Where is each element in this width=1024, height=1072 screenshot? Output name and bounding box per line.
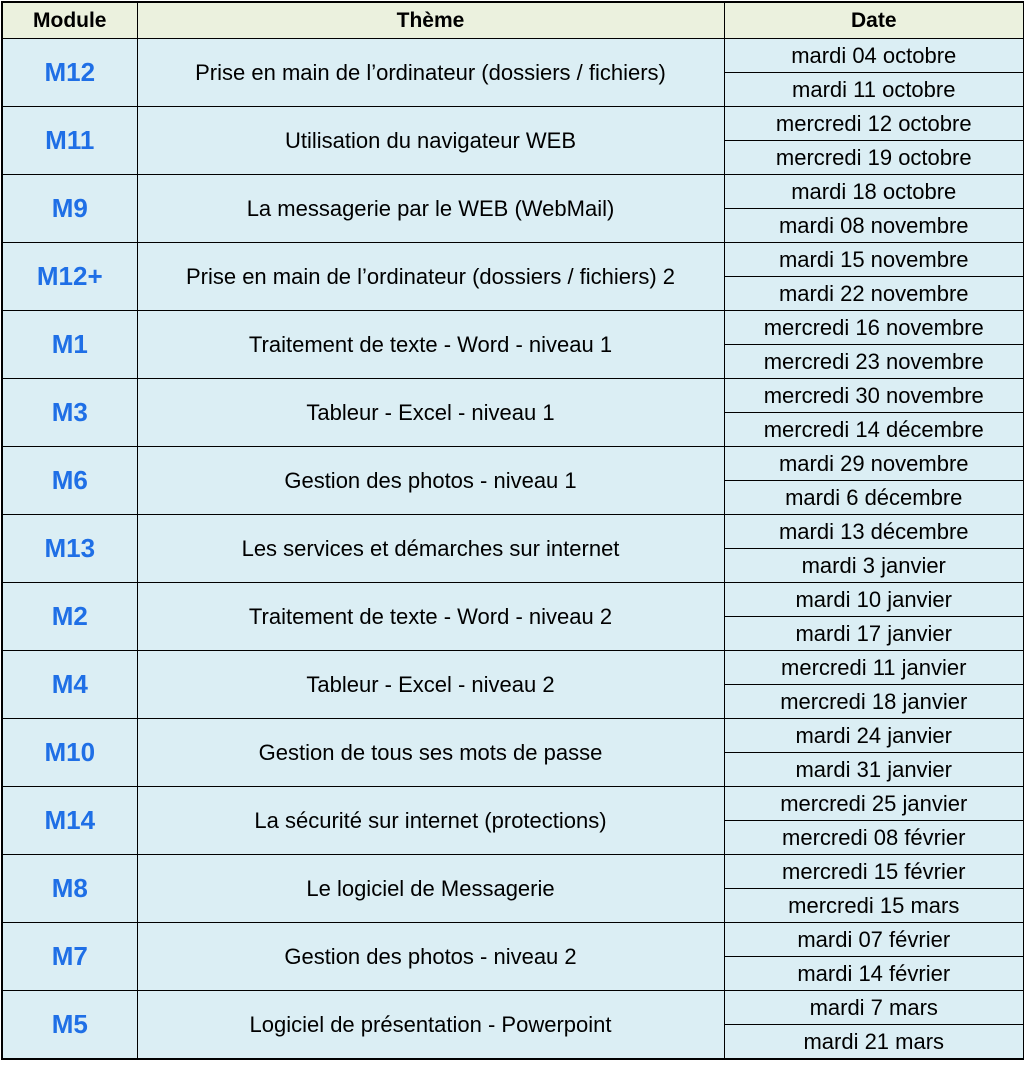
module-code: M8 — [2, 855, 137, 923]
session-date: mercredi 15 février — [724, 855, 1024, 889]
schedule-body — [2, 39, 1024, 1060]
table-row — [2, 311, 1024, 345]
module-code: M3 — [2, 379, 137, 447]
table-row — [2, 991, 1024, 1025]
session-date: mardi 14 février — [724, 957, 1024, 991]
table-row — [2, 107, 1024, 141]
module-code: M6 — [2, 447, 137, 515]
session-date: mardi 15 novembre — [724, 243, 1024, 277]
header-theme: Thème — [137, 2, 724, 39]
module-theme: Le logiciel de Messagerie — [137, 855, 724, 923]
table-row — [2, 583, 1024, 617]
module-code: M5 — [2, 991, 137, 1060]
module-theme: Tableur - Excel - niveau 2 — [137, 651, 724, 719]
table-row — [2, 447, 1024, 481]
session-date: mercredi 16 novembre — [724, 311, 1024, 345]
module-theme: Traitement de texte - Word - niveau 1 — [137, 311, 724, 379]
module-theme: Traitement de texte - Word - niveau 2 — [137, 583, 724, 651]
module-theme: Gestion des photos - niveau 1 — [137, 447, 724, 515]
session-date: mardi 07 février — [724, 923, 1024, 957]
session-date: mercredi 25 janvier — [724, 787, 1024, 821]
module-code: M11 — [2, 107, 137, 175]
table-row — [2, 379, 1024, 413]
session-date: mardi 21 mars — [724, 1025, 1024, 1060]
session-date: mercredi 18 janvier — [724, 685, 1024, 719]
session-date: mercredi 14 décembre — [724, 413, 1024, 447]
session-date: mercredi 11 janvier — [724, 651, 1024, 685]
module-theme: Tableur - Excel - niveau 1 — [137, 379, 724, 447]
module-code: M12+ — [2, 243, 137, 311]
session-date: mardi 04 octobre — [724, 39, 1024, 73]
session-date: mardi 17 janvier — [724, 617, 1024, 651]
session-date: mercredi 30 novembre — [724, 379, 1024, 413]
session-date: mardi 29 novembre — [724, 447, 1024, 481]
table-row — [2, 787, 1024, 821]
header-date: Date — [724, 2, 1024, 39]
module-code: M4 — [2, 651, 137, 719]
session-date: mardi 6 décembre — [724, 481, 1024, 515]
session-date: mardi 13 décembre — [724, 515, 1024, 549]
module-theme: La sécurité sur internet (protections) — [137, 787, 724, 855]
session-date: mardi 31 janvier — [724, 753, 1024, 787]
module-theme: Utilisation du navigateur WEB — [137, 107, 724, 175]
session-date: mardi 7 mars — [724, 991, 1024, 1025]
session-date: mercredi 15 mars — [724, 889, 1024, 923]
table-row — [2, 719, 1024, 753]
schedule-table — [1, 1, 1024, 1060]
module-code: M7 — [2, 923, 137, 991]
session-date: mardi 08 novembre — [724, 209, 1024, 243]
table-row — [2, 515, 1024, 549]
module-code: M14 — [2, 787, 137, 855]
module-code: M9 — [2, 175, 137, 243]
session-date: mardi 18 octobre — [724, 175, 1024, 209]
table-row — [2, 923, 1024, 957]
module-theme: Logiciel de présentation - Powerpoint — [137, 991, 724, 1060]
module-code: M10 — [2, 719, 137, 787]
header-module: Module — [2, 2, 137, 39]
session-date: mardi 24 janvier — [724, 719, 1024, 753]
session-date: mardi 3 janvier — [724, 549, 1024, 583]
module-code: M13 — [2, 515, 137, 583]
table-row — [2, 243, 1024, 277]
session-date: mardi 11 octobre — [724, 73, 1024, 107]
module-theme: Prise en main de l’ordinateur (dossiers / fichiers) — [137, 39, 724, 107]
module-code: M1 — [2, 311, 137, 379]
module-theme: Gestion des photos - niveau 2 — [137, 923, 724, 991]
module-theme: Les services et démarches sur internet — [137, 515, 724, 583]
module-code: M2 — [2, 583, 137, 651]
module-theme: Prise en main de l’ordinateur (dossiers / fichiers) 2 — [137, 243, 724, 311]
module-theme: La messagerie par le WEB (WebMail) — [137, 175, 724, 243]
table-row — [2, 39, 1024, 73]
session-date: mercredi 23 novembre — [724, 345, 1024, 379]
session-date: mardi 22 novembre — [724, 277, 1024, 311]
table-row — [2, 855, 1024, 889]
module-code: M12 — [2, 39, 137, 107]
module-theme: Gestion de tous ses mots de passe — [137, 719, 724, 787]
table-row — [2, 175, 1024, 209]
session-date: mercredi 19 octobre — [724, 141, 1024, 175]
session-date: mercredi 12 octobre — [724, 107, 1024, 141]
header-row — [2, 2, 1024, 39]
table-row — [2, 651, 1024, 685]
session-date: mercredi 08 février — [724, 821, 1024, 855]
session-date: mardi 10 janvier — [724, 583, 1024, 617]
